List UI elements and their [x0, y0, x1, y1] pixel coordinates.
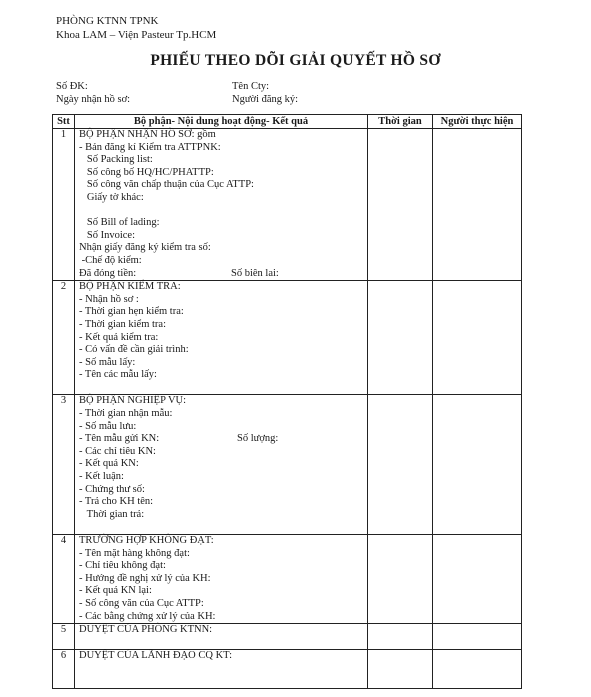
field-line — [79, 332, 367, 345]
field-label: Số công văn chấp thuận của Cục ATTP: — [79, 179, 254, 191]
field-label: - Tên các mẫu lấy: — [79, 369, 157, 381]
row-number: 6 — [53, 650, 75, 689]
field-label: - Kết quả KN: — [79, 458, 139, 470]
field-line — [79, 217, 367, 230]
field-label: - Thời gian kiểm tra: — [79, 318, 167, 330]
field-label: Giấy tờ khác: — [79, 191, 144, 203]
table-row — [53, 129, 522, 281]
row-number: 4 — [53, 535, 75, 624]
ten-cty-label: Tên Cty: — [232, 81, 270, 92]
field-label: Số Packing list: — [79, 154, 153, 166]
performer-cell — [433, 535, 522, 624]
time-cell — [368, 281, 433, 395]
blank-line — [79, 676, 367, 689]
row-number: 5 — [53, 624, 75, 650]
blank-line — [79, 521, 367, 534]
org-subtitle: Khoa LAM – Viện Pasteur Tp.HCM — [56, 29, 217, 41]
table-header-row — [53, 115, 522, 129]
field-line — [79, 496, 367, 509]
field-line — [79, 598, 367, 611]
field-label: Số Invoice: — [79, 229, 135, 241]
field-line — [79, 242, 367, 255]
row-content — [75, 281, 368, 395]
row-content — [75, 395, 368, 535]
time-cell — [368, 650, 433, 689]
field-line — [79, 408, 367, 421]
section-title: BỘ PHẬN KIỂM TRA: — [79, 281, 181, 293]
field-label: Số công bố HQ/HC/PHATTP: — [79, 166, 214, 178]
column-header-content: Bộ phận- Nội dung hoạt động- Kết quả — [75, 115, 368, 129]
field-label: - Chứng thư số: — [79, 483, 145, 495]
row-content — [75, 129, 368, 281]
field-line — [79, 319, 367, 332]
field-label: Số Bill of lading: — [79, 217, 160, 229]
field-line — [79, 573, 367, 586]
performer-cell — [433, 129, 522, 281]
field-label: - Có vấn đề cần giải trình: — [79, 344, 189, 356]
field-line — [79, 306, 367, 319]
field-line — [79, 357, 367, 370]
field-line — [79, 509, 367, 522]
field-label: - Nhận hồ sơ : — [79, 293, 139, 305]
field-label: - Thời gian nhận mẫu: — [79, 408, 173, 420]
table-row — [53, 650, 522, 689]
section-title: DUYỆT CỦA PHÒNG KTNN: — [79, 624, 213, 636]
field-label: - Các chỉ tiêu KN: — [79, 445, 156, 457]
table-row — [53, 624, 522, 650]
row-content — [75, 535, 368, 624]
field-label: - Tên mặt hàng không đạt: — [79, 547, 190, 559]
field-line — [79, 548, 367, 561]
field-label: - Trả cho KH tên: — [79, 496, 154, 508]
field-label: -Chế độ kiểm: — [79, 254, 142, 266]
tracking-table — [52, 114, 522, 689]
field-line — [79, 484, 367, 497]
field-line — [79, 344, 367, 357]
field-label-secondary: Số biên lai: — [231, 267, 279, 279]
field-label: - Kết quả kiểm tra: — [79, 331, 159, 343]
performer-cell — [433, 395, 522, 535]
time-cell — [368, 624, 433, 650]
table-row — [53, 395, 522, 535]
column-header-time: Thời gian — [368, 115, 433, 129]
field-label: - Các bằng chứng xử lý của KH: — [79, 610, 216, 622]
field-line — [79, 585, 367, 598]
ngay-nhan-label: Ngày nhận hồ sơ: — [56, 94, 131, 105]
table-row — [53, 281, 522, 395]
blank-line — [79, 663, 367, 676]
field-label: Nhận giấy đăng ký kiểm tra số: — [79, 242, 211, 254]
field-label: - Thời gian hẹn kiểm tra: — [79, 306, 184, 318]
time-cell — [368, 395, 433, 535]
field-line — [79, 560, 367, 573]
field-line — [79, 167, 367, 180]
field-label: - Chỉ tiêu không đạt: — [79, 560, 166, 572]
field-line — [79, 142, 367, 155]
field-line — [79, 154, 367, 167]
time-cell — [368, 129, 433, 281]
section-title: BỘ PHẬN NHẬN HỒ SƠ: gồm — [79, 129, 216, 140]
row-content — [75, 650, 368, 689]
time-cell — [368, 535, 433, 624]
field-line — [79, 192, 367, 205]
row-number: 1 — [53, 129, 75, 281]
field-line — [79, 179, 367, 192]
field-label: Đã đóng tiền: — [79, 267, 137, 279]
blank-line — [79, 637, 367, 650]
field-label-secondary: Số lượng: — [237, 433, 279, 445]
field-line — [79, 369, 367, 382]
field-label: - Hướng đề nghị xử lý của KH: — [79, 572, 211, 584]
field-line — [79, 294, 367, 307]
field-line — [79, 433, 367, 446]
field-label: Thời gian trả: — [79, 508, 145, 520]
org-name: PHÒNG KTNN TPNK — [56, 15, 159, 27]
field-line — [79, 230, 367, 243]
row-number: 3 — [53, 395, 75, 535]
performer-cell — [433, 650, 522, 689]
blank-line — [79, 382, 367, 395]
performer-cell — [433, 624, 522, 650]
so-dk-label: Số ĐK: — [56, 81, 88, 92]
row-content — [75, 624, 368, 650]
field-line — [79, 446, 367, 459]
performer-cell — [433, 281, 522, 395]
table-row — [53, 535, 522, 624]
blank-line — [79, 205, 367, 218]
field-label: - Số mẫu lưu: — [79, 420, 137, 432]
section-title: BỘ PHẬN NGHIỆP VỤ: — [79, 395, 187, 407]
field-label: - Kết quả KN lại: — [79, 585, 152, 597]
row-number: 2 — [53, 281, 75, 395]
page-title: PHIẾU THEO DÕI GIẢI QUYẾT HỒ SƠ — [150, 52, 441, 69]
field-line — [79, 471, 367, 484]
field-line — [79, 255, 367, 268]
field-line — [79, 268, 367, 281]
field-label: - Tên mẫu gửi KN: — [79, 433, 160, 445]
column-header-stt: Stt — [53, 115, 75, 129]
section-title: DUYỆT CỦA LÃNH ĐẠO CQ KT: — [79, 650, 232, 662]
field-label: - Số mẫu lấy: — [79, 356, 136, 368]
field-line — [79, 458, 367, 471]
column-header-performer: Người thực hiện — [433, 115, 522, 129]
field-line — [79, 421, 367, 434]
field-label: - Kết luận: — [79, 471, 124, 483]
field-label: - Số công văn của Cục ATTP: — [79, 597, 204, 609]
nguoi-dang-ky-label: Người đăng ký: — [232, 94, 299, 105]
field-line — [79, 611, 367, 624]
section-title: TRƯỜNG HỢP KHÔNG ĐẠT: — [79, 535, 214, 546]
field-label: - Bản đăng kí Kiểm tra ATTPNK: — [79, 141, 221, 153]
